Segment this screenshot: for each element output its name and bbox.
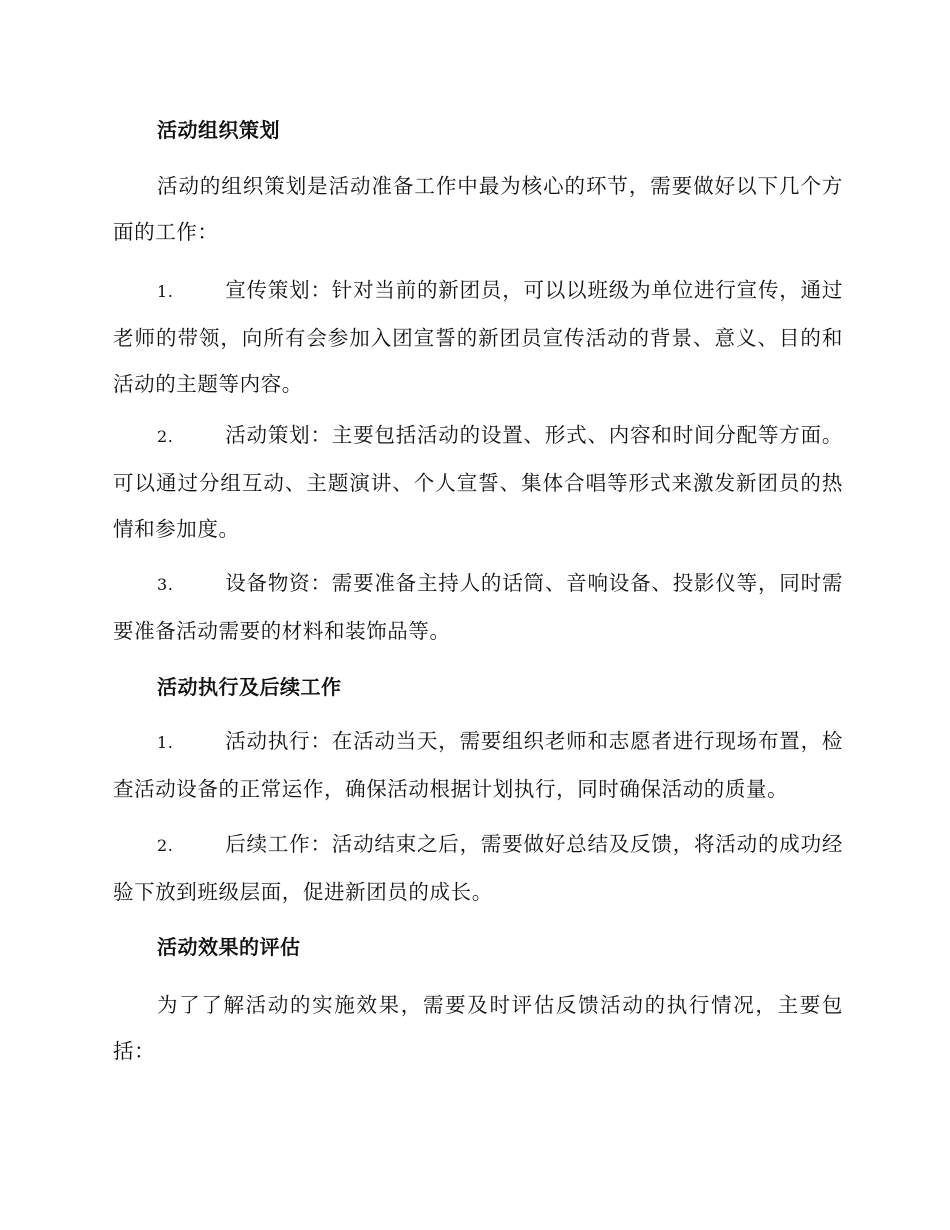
list-number: 1. [157,733,174,752]
paragraph-text: 活动的组织策划是活动准备工作中最为核心的环节，需要做好以下几个方面的工作： [113,174,843,244]
paragraph-organization-intro [113,163,843,255]
list-number: 3. [157,575,174,594]
list-item-text: 设备物资：需要准备主持人的话筒、音响设备、投影仪等，同时需要准备活动需要的材料和装饰品等。 [113,571,843,643]
section-heading-organization: 活动组织策划 [157,118,280,142]
list-item [113,267,843,407]
list-item [113,412,843,552]
list-item [113,718,843,812]
paragraph-evaluation-intro [113,982,843,1074]
list-number: 2. [157,427,174,446]
list-item-text: 活动策划：主要包括活动的设置、形式、内容和时间分配等方面。可以通过分组互动、主题演讲、个人宣誓、集体合唱等形式来激发新团员的热情和参加度。 [113,423,843,541]
section-heading-execution: 活动执行及后续工作 [157,675,342,699]
list-item-text: 活动执行：在活动当天，需要组织老师和志愿者进行现场布置，检查活动设备的正常运作，确保活动根据计划执行，同时确保活动的质量。 [113,729,843,801]
paragraph-text: 为了了解活动的实施效果，需要及时评估反馈活动的执行情况，主要包括： [113,993,843,1063]
list-item [113,821,843,915]
list-item-text: 宣传策划：针对当前的新团员，可以以班级为单位进行宣传，通过老师的带领，向所有会参加入团宣誓的新团员宣传活动的背景、意义、目的和活动的主题等内容。 [113,278,843,396]
list-number: 2. [157,836,174,855]
list-number: 1. [157,282,174,301]
section-heading-evaluation: 活动效果的评估 [157,935,301,959]
list-item [113,560,843,654]
list-item-text: 后续工作：活动结束之后，需要做好总结及反馈，将活动的成功经验下放到班级层面，促进新团员的成长。 [113,832,843,904]
